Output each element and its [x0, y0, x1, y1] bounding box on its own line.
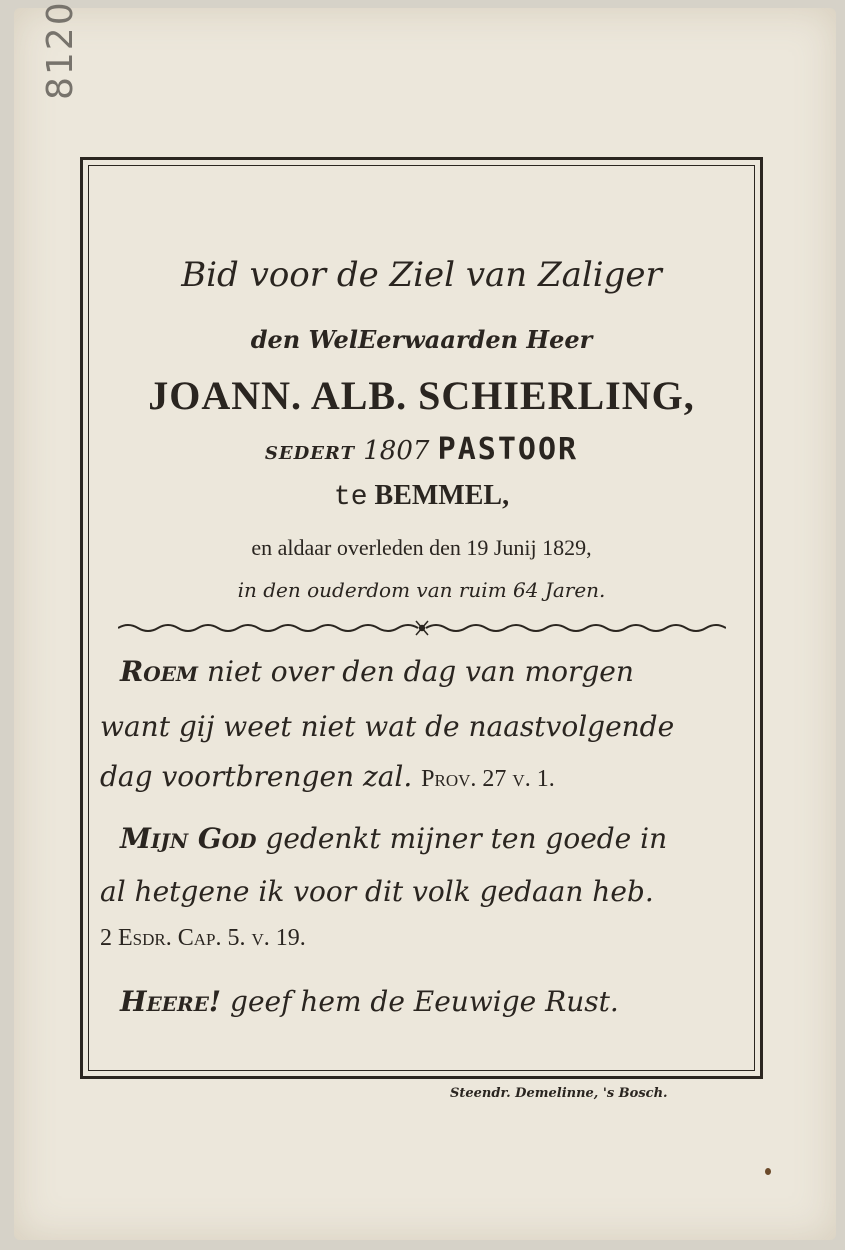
verse-line-1 [120, 655, 770, 688]
verse-7-caps: Heere! [120, 985, 222, 1018]
printer-credit: Steendr. Demelinne, 's Bosch. [450, 1086, 668, 1101]
ink-spot [765, 1168, 771, 1175]
verse-3-reference: Prov. 27 v. 1. [421, 766, 555, 792]
verse-1-text: niet over den dag van morgen [206, 655, 634, 688]
verse-4-text: gedenkt mijner ten goede in [265, 822, 668, 855]
sedert-label: SEDERT [264, 443, 355, 464]
te-label: te [333, 482, 368, 513]
verse-7-text: geef hem de Eeuwige Rust. [230, 985, 619, 1018]
ornamental-divider [118, 618, 726, 638]
verse-4-caps: Mijn God [120, 822, 257, 855]
pastor-line [88, 432, 755, 467]
archive-number: 8120 [40, 0, 81, 100]
age-line: in den ouderdom van ruim 64 Jaren. [237, 578, 606, 602]
pastoor-label: PASTOOR [437, 432, 579, 467]
verse-line-2: want gij weet niet wat de naastvolgende [100, 710, 675, 743]
verse-3-text: dag voortbrengen zal. [100, 760, 413, 793]
verse-line-7 [120, 985, 770, 1018]
place-name: BEMMEL, [374, 480, 510, 511]
verse-1-caps: Roem [120, 655, 199, 688]
verse-line-4 [120, 822, 770, 855]
verse-reference-esdras: 2 Esdr. Cap. 5. v. 19. [100, 925, 306, 951]
death-date: en aldaar overleden den 19 Junij 1829, [251, 535, 592, 560]
prayer-invocation: Bid voor de Ziel van Zaliger [181, 255, 662, 295]
honorific-line: den WelEerwaarden Heer [250, 325, 593, 354]
verse-line-5: al hetgene ik voor dit volk gedaan heb. [100, 875, 654, 908]
year-value: 1807 [363, 436, 430, 466]
place-line [88, 480, 755, 513]
deceased-name: JOANN. ALB. SCHIERLING, [148, 373, 695, 418]
verse-line-3 [100, 760, 750, 793]
